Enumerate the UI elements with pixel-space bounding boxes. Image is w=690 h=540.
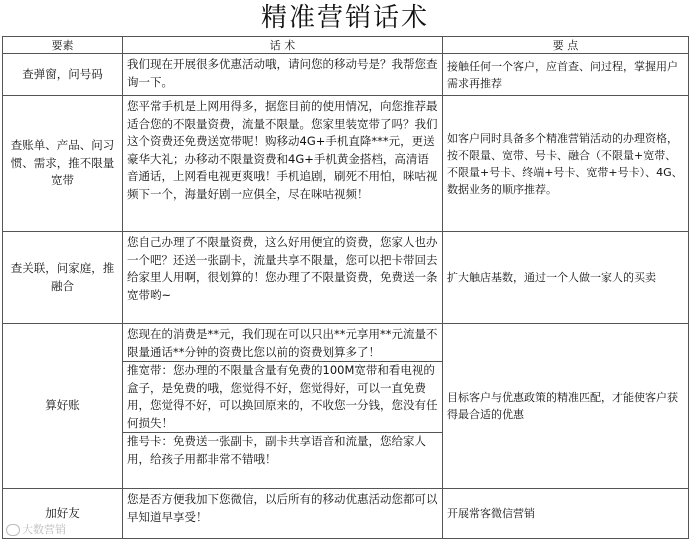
- table-row: [3, 54, 689, 96]
- row-element: 算好账: [3, 324, 123, 489]
- watermark: [6, 521, 66, 537]
- row-key-point: 开展常客微信营销: [443, 489, 689, 539]
- header-key-point: 要 点: [443, 37, 689, 54]
- table-row: [3, 232, 689, 324]
- speech-billing: 您现在的消费是**元，我们现在可以只出**元享用**元流量不限量通话**分钟的资费比您以前的资费划算多了！: [127, 327, 438, 359]
- weibo-icon: [6, 524, 20, 536]
- row-speech-group: [123, 324, 443, 489]
- row-element: 加好友: [3, 489, 123, 539]
- watermark-text: 大数营销: [22, 523, 66, 536]
- speech-sim-card: 推号卡：免费送一张副卡，副卡共享语音和流量，您给家人用，给孩子用都非常不错哦！: [123, 432, 442, 468]
- row-key-point: 如客户同时具备多个精准营销活动的办理资格，按不限量、宽带、号卡、融合（不限量+宽带、不限量+号卡、终端+号卡、宽带+号卡）、4G、数据业务的顺序推荐。: [443, 96, 689, 232]
- table-row: [3, 489, 689, 539]
- table-header-row: [3, 37, 689, 54]
- row-speech: 您自己办理了不限量资费，这么好用便宜的资费，您家人也办一个吧？还送一张副卡，流量共享不限量，您可以把卡带回去给家里人用啊，很划算的！您办理了不限量资费，免费送一条宽带哟~: [123, 232, 443, 324]
- row-speech: 您平常手机是上网用得多，据您目前的使用情况，向您推荐最适合您的不限量资费，流量不限量。您家里装宽带了吗？我们这个资费还免费送宽带呢！购移动4G+手机直降***元，更送豪华大礼；办移动不限量资费和4G+手机黄金搭档，高清语音通话，上网看电视更爽哦！手机追剧，刷死不用怕，咪咕视频下一个，海量好剧一应俱全，尽在咪咕视频！: [123, 96, 443, 232]
- header-element: 要素: [3, 37, 123, 54]
- marketing-script-table: [2, 36, 689, 539]
- row-speech: 您是否方便我加下您微信，以后所有的移动优惠活动您都可以早知道早享受！: [123, 489, 443, 539]
- row-key-point: 扩大触店基数，通过一个人做一家人的买卖: [443, 232, 689, 324]
- row-key-point: 目标客户与优惠政策的精准匹配，才能使客户获得最合适的优惠: [443, 324, 689, 489]
- row-element: 查弹窗，问号码: [3, 54, 123, 96]
- page-title: 精准营销话术: [260, 3, 429, 33]
- row-speech: 我们现在开展很多优惠活动哦，请问您的移动号是？我帮您查询一下。: [123, 54, 443, 96]
- row-element: 查关联，问家庭，推融合: [3, 232, 123, 324]
- header-speech: 话 术: [123, 37, 443, 54]
- table-row: [3, 324, 689, 489]
- speech-broadband: 推宽带：您办理的不限量含量有免费的100M宽带和看电视的盒子，是免费的哦，您觉得不好，您觉得好，可以一直免费用，您觉得不好，可以换回原来的，不收您一分钱，您没有任何损失！: [123, 361, 442, 432]
- row-key-point: 接触任何一个客户，应首查、问过程，掌握用户需求再推荐: [443, 54, 689, 96]
- row-element: 查账单、产品、问习惯、需求，推不限量宽带: [3, 96, 123, 232]
- table-row: [3, 96, 689, 232]
